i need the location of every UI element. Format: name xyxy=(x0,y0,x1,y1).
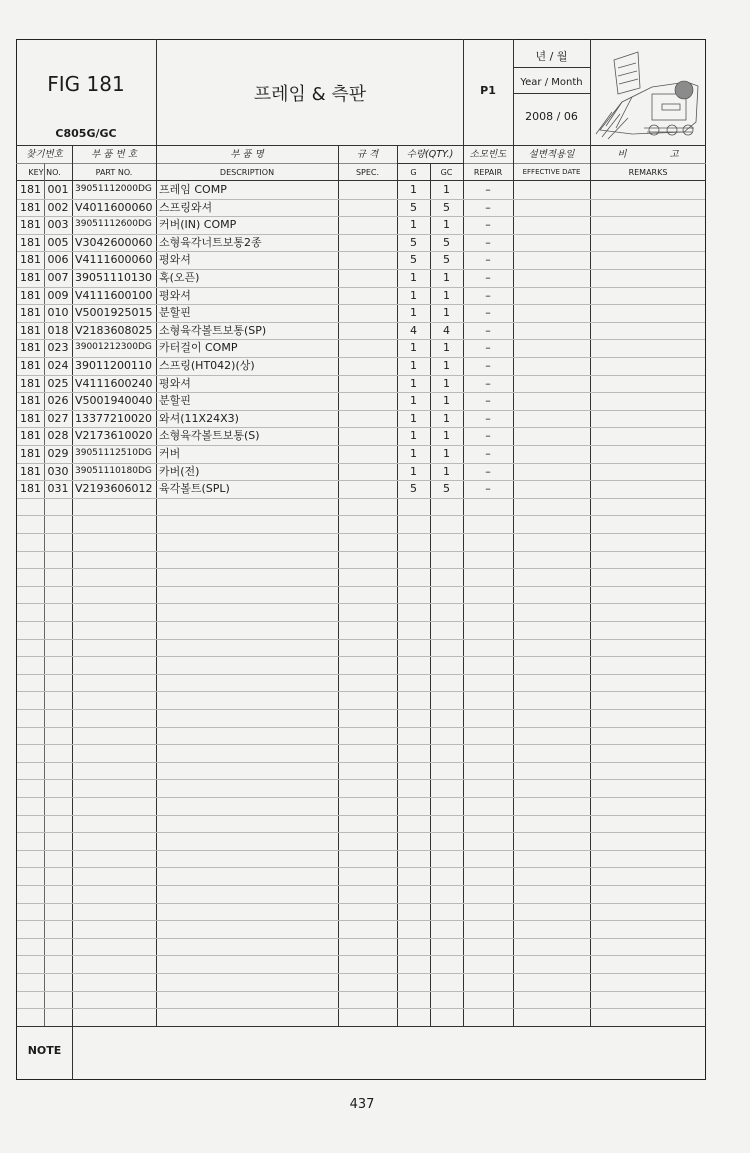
row-repair: – xyxy=(485,218,491,232)
header-col-line-0 xyxy=(156,39,157,145)
row-fig: 181 xyxy=(20,271,41,284)
row-key: 001 xyxy=(47,183,69,196)
page-title: 프레임 & 측판 xyxy=(253,84,367,105)
row-line xyxy=(17,322,705,323)
row-line xyxy=(17,251,705,252)
row-key: 006 xyxy=(47,253,69,267)
col-part-ko: 부 품 번 호 xyxy=(91,149,137,160)
row-spec xyxy=(338,463,397,481)
row-repair: – xyxy=(485,447,491,460)
col-desc-ko: 부 품 명 xyxy=(230,149,264,160)
row-qty-gc: 1 xyxy=(443,429,450,443)
row-qty-g: 1 xyxy=(410,376,417,390)
row-fig: 181 xyxy=(20,464,41,478)
row-description: 소형육각볼트보통(SP) xyxy=(159,323,267,337)
row-part-no: V2193606012 xyxy=(75,482,153,496)
row-line xyxy=(17,216,705,217)
row-line xyxy=(17,375,705,376)
row-qty-gc: 4 xyxy=(443,323,450,337)
row-repair: – xyxy=(485,235,491,249)
row-repair: – xyxy=(485,323,491,337)
row-key: 026 xyxy=(47,394,69,408)
row-spec xyxy=(338,375,397,393)
row-part-no: 39051112600DG xyxy=(75,219,152,230)
row-line xyxy=(17,445,705,446)
col-qty-ko: 수량(QTY.) xyxy=(406,149,454,160)
row-key: 029 xyxy=(47,447,69,460)
row-line xyxy=(17,586,705,587)
row-spec xyxy=(338,287,397,305)
row-qty-gc: 1 xyxy=(443,183,450,196)
row-spec xyxy=(338,339,397,357)
row-key: 007 xyxy=(47,271,69,284)
row-qty-g: 1 xyxy=(410,411,417,425)
row-part-no: 39051110130 xyxy=(75,271,152,284)
row-repair: – xyxy=(485,394,491,408)
row-line xyxy=(17,832,705,833)
row-line xyxy=(17,427,705,428)
row-spec xyxy=(338,216,397,234)
row-fig: 181 xyxy=(20,447,41,460)
row-part-no: 39051112510DG xyxy=(75,448,152,458)
row-spec xyxy=(338,357,397,375)
row-spec xyxy=(338,322,397,340)
page-number: 437 xyxy=(349,1097,375,1112)
row-description: 프레임 COMP xyxy=(159,183,227,196)
row-line xyxy=(17,639,705,640)
row-description: 평와셔 xyxy=(159,376,191,390)
row-fig: 181 xyxy=(20,253,41,267)
row-description: 스프링(HT042)(상) xyxy=(159,359,255,372)
row-part-no: V4111600100 xyxy=(75,288,153,302)
row-line xyxy=(17,815,705,816)
note-col-line xyxy=(72,1026,73,1080)
row-fig: 181 xyxy=(20,482,41,496)
row-part-no: V2183608025 xyxy=(75,323,153,337)
row-qty-gc: 1 xyxy=(443,411,450,425)
row-description: 커버(IN) COMP xyxy=(159,218,237,232)
row-spec xyxy=(338,181,397,199)
row-line xyxy=(17,762,705,763)
col-repair-ko: 소모빈도 xyxy=(469,149,507,160)
row-repair: – xyxy=(485,341,491,355)
row-line xyxy=(17,551,705,552)
col-key-ko: 찾기번호 xyxy=(26,149,63,160)
row-qty-g: 1 xyxy=(410,288,417,302)
col-spec-ko: 규 격 xyxy=(356,149,379,160)
row-description: 평와셔 xyxy=(159,288,191,302)
row-repair: – xyxy=(485,376,491,390)
row-description: 평와셔 xyxy=(159,253,191,267)
row-qty-g: 1 xyxy=(410,183,417,196)
row-qty-gc: 1 xyxy=(443,271,450,284)
row-part-no: V4111600240 xyxy=(75,376,153,390)
row-qty-g: 1 xyxy=(410,429,417,443)
row-spec xyxy=(338,269,397,287)
row-repair: – xyxy=(485,288,491,302)
row-line xyxy=(17,656,705,657)
row-repair: – xyxy=(485,271,491,284)
row-line xyxy=(17,727,705,728)
row-description: 분할핀 xyxy=(159,306,191,320)
note-label: NOTE xyxy=(27,1044,62,1057)
col-remarks-ko: 비 고 xyxy=(617,149,679,160)
header-col-line-1 xyxy=(463,39,464,145)
row-line xyxy=(17,885,705,886)
row-description: 카버(전) xyxy=(159,464,200,478)
row-line xyxy=(17,304,705,305)
row-line xyxy=(17,797,705,798)
row-key: 010 xyxy=(47,306,69,320)
row-line xyxy=(17,199,705,200)
row-qty-gc: 1 xyxy=(443,288,450,302)
row-line xyxy=(17,269,705,270)
row-qty-g: 1 xyxy=(410,394,417,408)
row-description: 스프링와셔 xyxy=(159,200,213,214)
row-spec xyxy=(338,199,397,217)
row-key: 018 xyxy=(47,323,69,337)
row-part-no: 39011200110 xyxy=(75,359,152,372)
row-repair: – xyxy=(485,253,491,267)
row-key: 002 xyxy=(47,200,69,214)
col-qty-g: G xyxy=(410,168,417,177)
row-key: 003 xyxy=(47,218,69,232)
row-line xyxy=(17,498,705,499)
row-line xyxy=(17,287,705,288)
row-qty-g: 5 xyxy=(410,482,417,496)
row-qty-gc: 1 xyxy=(443,376,450,390)
row-key: 025 xyxy=(47,376,69,390)
year-month-line-1 xyxy=(513,67,590,68)
col-line-qty xyxy=(430,163,431,1026)
row-description: 커버 xyxy=(159,447,181,460)
row-line xyxy=(17,779,705,780)
row-spec xyxy=(338,480,397,498)
row-qty-gc: 5 xyxy=(443,253,450,267)
row-repair: – xyxy=(485,306,491,320)
row-qty-gc: 1 xyxy=(443,447,450,460)
row-line xyxy=(17,410,705,411)
row-qty-gc: 1 xyxy=(443,218,450,232)
row-part-no: V5001940040 xyxy=(75,394,153,408)
row-line xyxy=(17,709,705,710)
row-description: 혹(오픈) xyxy=(159,271,200,284)
row-key: 023 xyxy=(47,341,69,355)
row-key: 030 xyxy=(47,464,69,478)
row-fig: 181 xyxy=(20,394,41,408)
row-line xyxy=(17,480,705,481)
row-line xyxy=(17,991,705,992)
row-line xyxy=(17,850,705,851)
row-qty-gc: 1 xyxy=(443,306,450,320)
row-qty-gc: 1 xyxy=(443,394,450,408)
col-eff-en: EFFECTIVE DATE xyxy=(522,168,581,176)
row-key: 005 xyxy=(47,235,69,249)
revision-date: 2008 / 06 xyxy=(525,110,578,123)
row-qty-g: 1 xyxy=(410,359,417,372)
row-line xyxy=(17,674,705,675)
row-fig: 181 xyxy=(20,183,41,196)
row-qty-g: 5 xyxy=(410,200,417,214)
row-spec xyxy=(338,427,397,445)
year-month-en: Year / Month xyxy=(520,77,583,88)
col-part-en: PART NO. xyxy=(95,168,133,177)
row-qty-g: 4 xyxy=(410,323,417,337)
col-repair-en: REPAIR xyxy=(473,168,503,177)
row-qty-gc: 1 xyxy=(443,359,450,372)
row-line xyxy=(17,920,705,921)
year-month-ko: 년 / 월 xyxy=(535,50,568,63)
row-line xyxy=(17,744,705,745)
row-line xyxy=(17,691,705,692)
row-line xyxy=(17,1008,705,1009)
header-col-line-3 xyxy=(590,39,591,145)
row-line xyxy=(17,234,705,235)
row-fig: 181 xyxy=(20,376,41,390)
model-label: C805G/GC xyxy=(55,127,117,140)
row-repair: – xyxy=(485,411,491,425)
row-line xyxy=(17,533,705,534)
row-description: 분할핀 xyxy=(159,394,191,408)
row-part-no: V2173610020 xyxy=(75,429,153,443)
header-divider xyxy=(16,145,706,146)
row-qty-g: 1 xyxy=(410,218,417,232)
row-qty-g: 5 xyxy=(410,253,417,267)
row-spec xyxy=(338,304,397,322)
row-key: 028 xyxy=(47,429,69,443)
header-subdivider xyxy=(16,163,706,164)
row-spec xyxy=(338,392,397,410)
row-qty-g: 1 xyxy=(410,306,417,320)
row-description: 와셔(11X24X3) xyxy=(159,411,239,425)
row-line xyxy=(17,603,705,604)
row-spec xyxy=(338,251,397,269)
row-part-no: V5001925015 xyxy=(75,306,153,320)
row-key: 024 xyxy=(47,359,69,372)
row-line xyxy=(17,463,705,464)
col-qty-gc: GC xyxy=(440,168,453,177)
row-qty-gc: 1 xyxy=(443,341,450,355)
row-qty-gc: 5 xyxy=(443,235,450,249)
row-line xyxy=(17,357,705,358)
row-repair: – xyxy=(485,359,491,372)
row-fig: 181 xyxy=(20,306,41,320)
row-line xyxy=(17,903,705,904)
row-part-no: 39051110180DG xyxy=(75,465,152,476)
row-key: 027 xyxy=(47,411,69,425)
row-key: 009 xyxy=(47,288,69,302)
col-remarks-en: REMARKS xyxy=(628,168,668,177)
row-fig: 181 xyxy=(20,288,41,302)
row-fig: 181 xyxy=(20,323,41,337)
row-repair: – xyxy=(485,200,491,214)
row-description: 카터걸이 COMP xyxy=(159,341,238,355)
row-description: 소형육각너트보통2종 xyxy=(159,235,262,249)
col-spec-en: SPEC. xyxy=(355,168,380,177)
row-fig: 181 xyxy=(20,235,41,249)
row-part-no: 39051112000DG xyxy=(75,184,152,194)
row-fig: 181 xyxy=(20,411,41,425)
row-fig: 181 xyxy=(20,200,41,214)
row-qty-g: 5 xyxy=(410,235,417,249)
row-repair: – xyxy=(485,482,491,496)
row-line xyxy=(17,515,705,516)
row-fig: 181 xyxy=(20,359,41,372)
row-key: 031 xyxy=(47,482,69,496)
row-line xyxy=(17,867,705,868)
row-qty-g: 1 xyxy=(410,447,417,460)
row-description: 소형육각볼트보통(S) xyxy=(159,429,260,443)
row-qty-g: 1 xyxy=(410,341,417,355)
row-part-no: 39001212300DG xyxy=(75,342,152,353)
note-top-line xyxy=(16,1026,706,1027)
row-line xyxy=(17,955,705,956)
col-key-en: KEY NO. xyxy=(28,168,61,177)
row-qty-g: 1 xyxy=(410,271,417,284)
row-line xyxy=(17,339,705,340)
row-qty-gc: 5 xyxy=(443,200,450,214)
header-bottom-line xyxy=(16,180,706,181)
year-month-line-2 xyxy=(513,93,590,94)
row-qty-gc: 1 xyxy=(443,464,450,478)
page-code: P1 xyxy=(480,84,496,97)
row-repair: – xyxy=(485,183,491,196)
row-repair: – xyxy=(485,429,491,443)
row-spec xyxy=(338,410,397,428)
row-line xyxy=(17,621,705,622)
row-repair: – xyxy=(485,464,491,478)
row-qty-gc: 5 xyxy=(443,482,450,496)
row-line xyxy=(17,392,705,393)
row-part-no: V3042600060 xyxy=(75,235,153,249)
row-description: 육각볼트(SPL) xyxy=(159,482,230,496)
combine-harvester-illustration xyxy=(592,42,704,143)
header-col-line-2 xyxy=(513,39,514,145)
row-qty-g: 1 xyxy=(410,464,417,478)
row-part-no: 13377210020 xyxy=(75,411,152,425)
row-part-no: V4111600060 xyxy=(75,253,153,267)
row-spec xyxy=(338,445,397,463)
col-eff-ko: 설변적용일 xyxy=(528,149,575,160)
row-spec xyxy=(338,234,397,252)
fig-label: FIG 181 xyxy=(47,72,125,96)
row-line xyxy=(17,973,705,974)
col-desc-en: DESCRIPTION xyxy=(219,168,275,177)
row-part-no: V4011600060 xyxy=(75,200,153,214)
row-fig: 181 xyxy=(20,341,41,355)
row-fig: 181 xyxy=(20,429,41,443)
row-line xyxy=(17,938,705,939)
row-fig: 181 xyxy=(20,218,41,232)
row-line xyxy=(17,568,705,569)
col-line-key xyxy=(44,163,45,1026)
